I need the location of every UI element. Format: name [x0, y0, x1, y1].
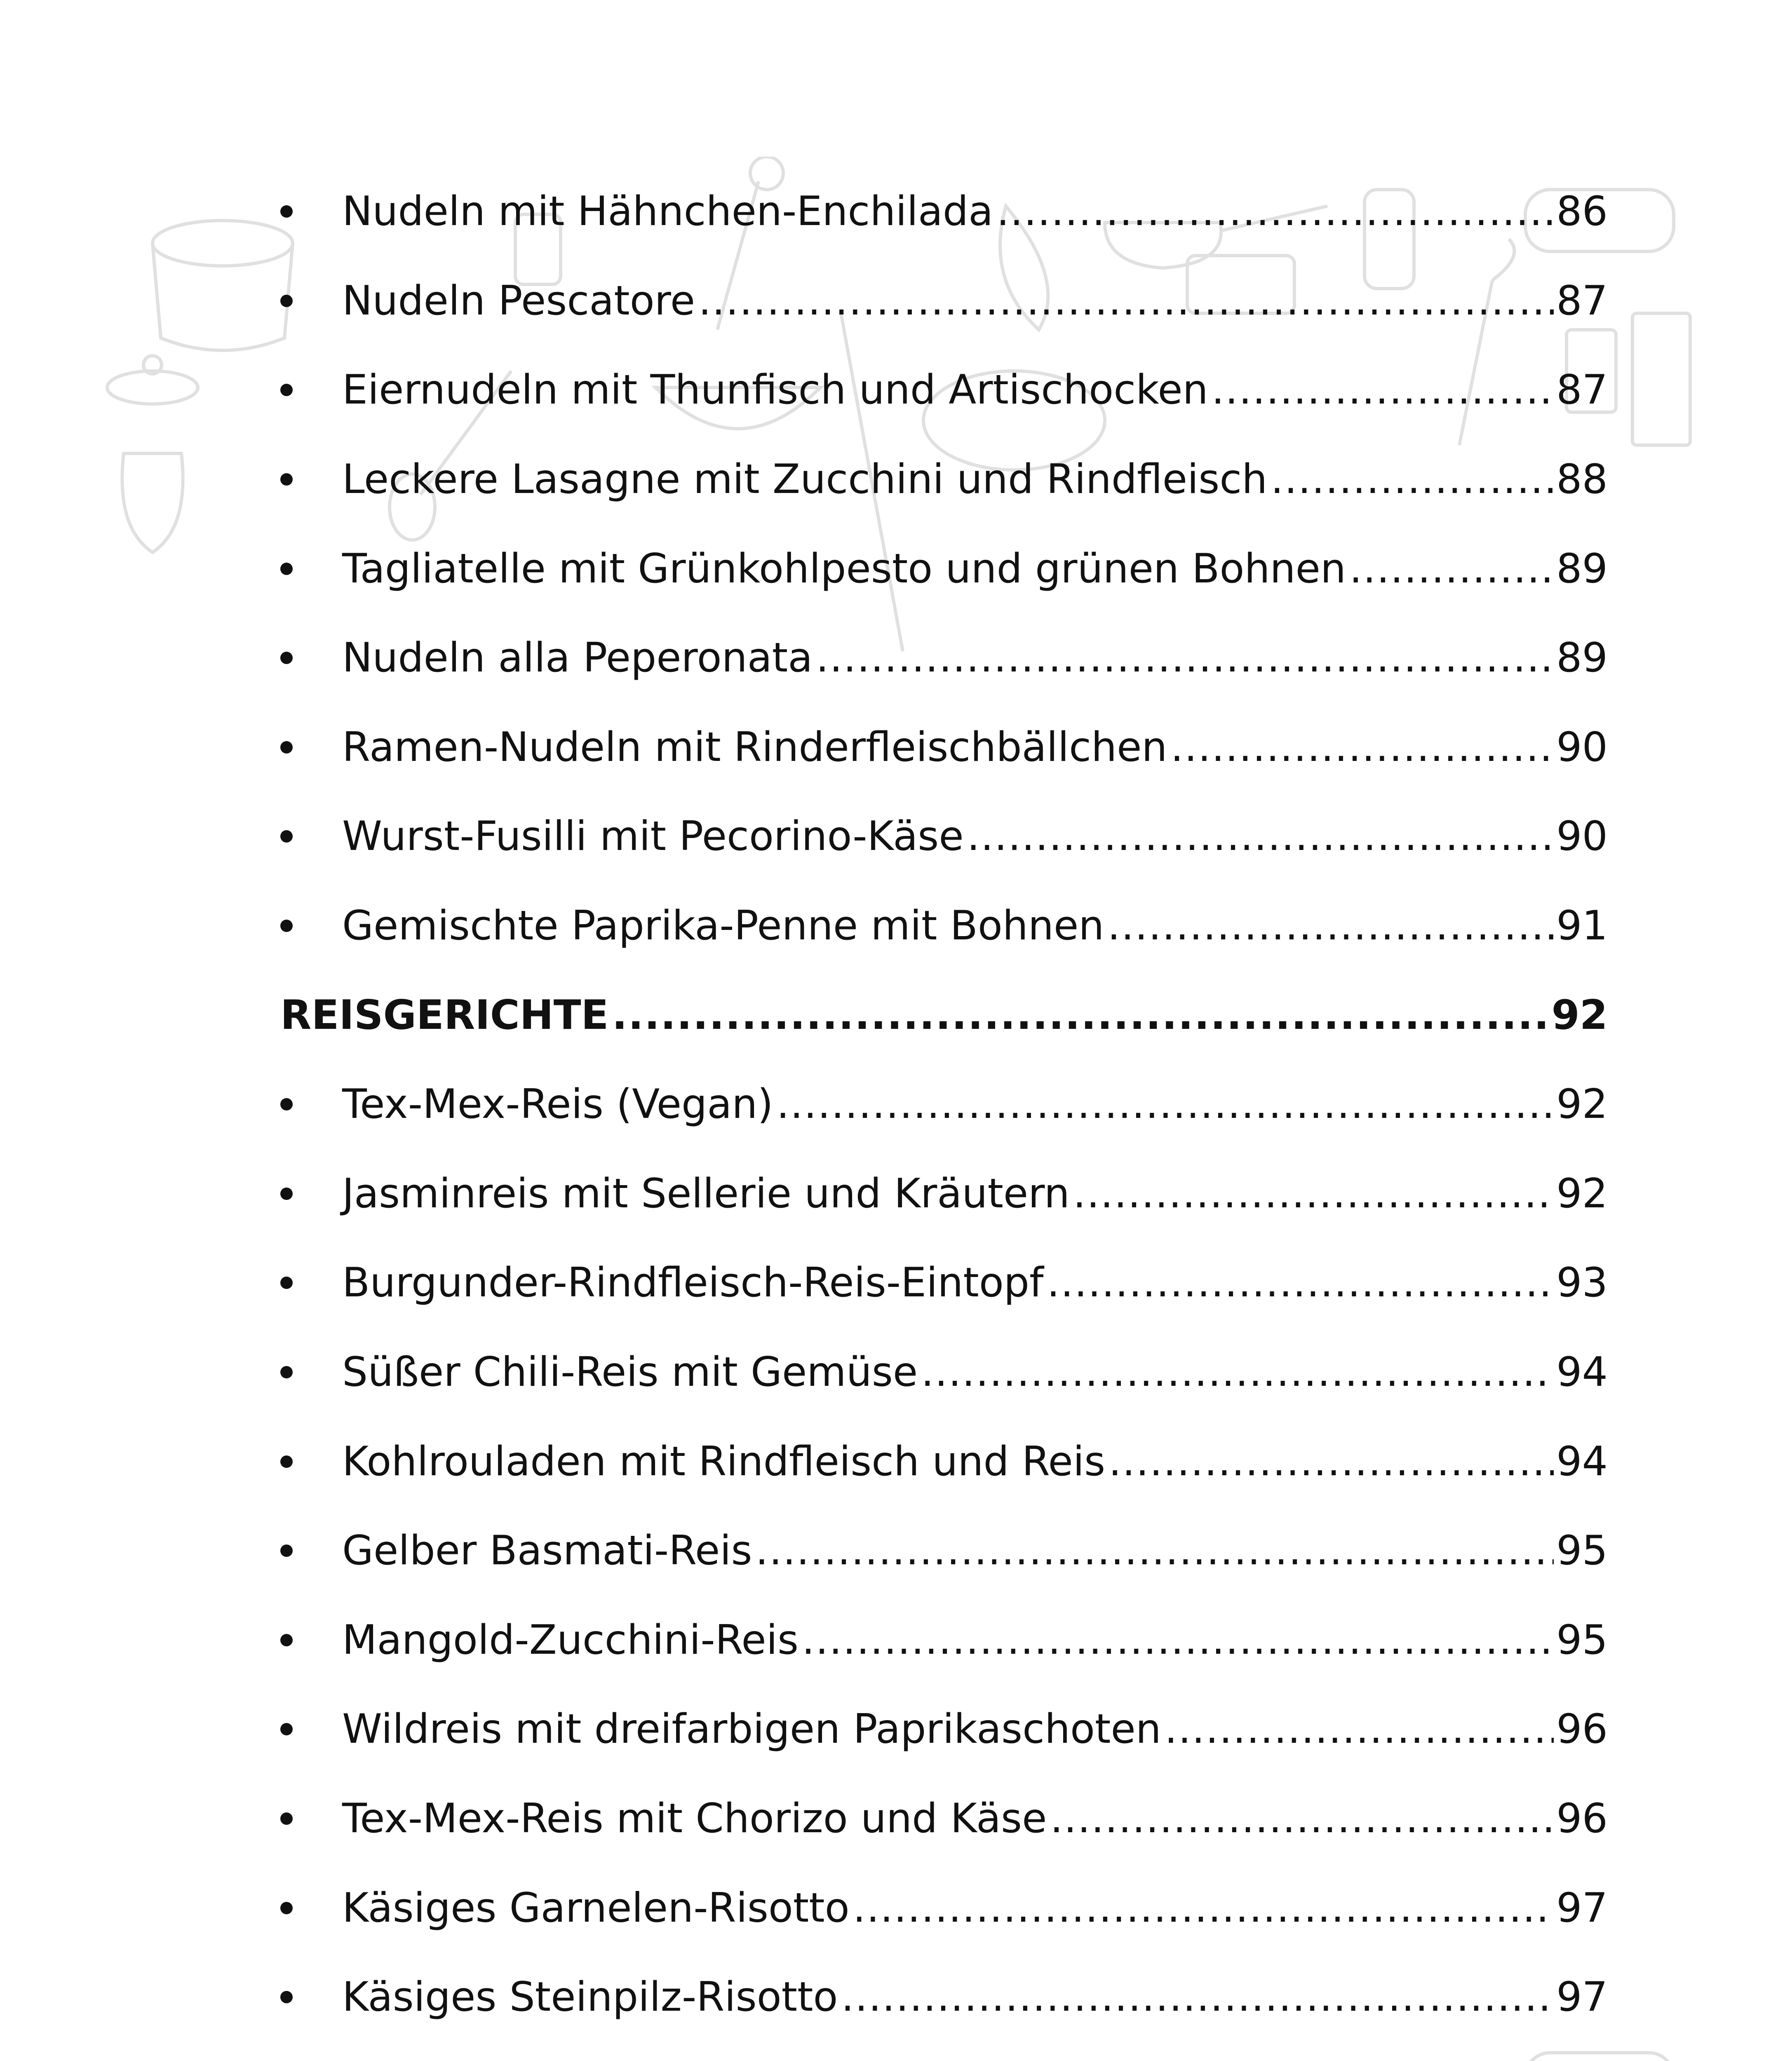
toc-entry[interactable]	[280, 1417, 1608, 1506]
toc-entry[interactable]	[280, 1774, 1608, 1864]
bullet-icon	[280, 1545, 293, 1557]
toc-entry-line	[342, 345, 1608, 435]
toc-page-number: 92	[1551, 991, 1608, 1039]
toc-entry-line	[280, 970, 1608, 1060]
toc-entry-title: Wildreis mit dreifarbigen Paprikaschoten	[342, 1706, 1161, 1753]
toc-page-number: 97	[1556, 1884, 1608, 1932]
bullet-icon	[280, 1634, 293, 1646]
toc-entry[interactable]	[280, 1149, 1608, 1239]
toc-page-number: 94	[1556, 1349, 1608, 1396]
toc-page-number: 90	[1556, 813, 1608, 860]
toc-page-number: 87	[1556, 366, 1608, 414]
toc-entry-line	[342, 524, 1608, 613]
dot-leader	[841, 1977, 1554, 2017]
toc-entry-line	[342, 435, 1608, 524]
toc-entry-title: Nudeln mit Hähnchen-Enchilada	[342, 188, 993, 235]
toc-entry[interactable]	[280, 256, 1608, 346]
bullet-icon	[280, 830, 293, 843]
toc-entry[interactable]	[280, 1328, 1608, 1417]
toc-entry-title: Leckere Lasagne mit Zucchini und Rindfleisch	[342, 456, 1268, 503]
toc-entry-title: Käsiges Steinpilz-Risotto	[342, 1974, 838, 2021]
bullet-icon	[280, 1188, 293, 1200]
dot-leader	[1050, 1798, 1554, 1839]
jar-icon	[122, 453, 183, 552]
toc-entry-line	[342, 792, 1608, 881]
toc-entry[interactable]	[280, 1238, 1608, 1328]
toc-entry[interactable]	[280, 613, 1608, 703]
toc-entry-line	[342, 2042, 1608, 2061]
toc-entry-title: Käsiges Garnelen-Risotto	[342, 1884, 850, 1932]
dot-leader	[967, 816, 1554, 857]
toc-page-number: 88	[1556, 456, 1608, 503]
toc-entry[interactable]	[280, 1060, 1608, 1149]
toc-entry-title: Mangold-Zucchini-Reis	[342, 1616, 799, 1664]
dot-leader	[612, 995, 1549, 1035]
toc-page-number: 91	[1556, 902, 1608, 950]
toc-page-number: 86	[1556, 188, 1608, 235]
toc-entry[interactable]	[280, 881, 1608, 971]
bullet-icon	[280, 384, 293, 396]
bullet-icon	[280, 1723, 293, 1735]
toc-entry-title: Nudeln alla Peperonata	[342, 634, 813, 682]
dot-leader	[1165, 1709, 1554, 1749]
dot-leader	[853, 1888, 1554, 1928]
toc-entry[interactable]	[280, 2042, 1608, 2061]
dot-leader	[996, 191, 1554, 232]
grater-icon	[1632, 313, 1690, 445]
toc-entry-line	[342, 1149, 1608, 1239]
toc-page-number: 95	[1556, 1527, 1608, 1575]
bullet-icon	[280, 1991, 293, 2003]
toc-entry-line	[342, 613, 1608, 703]
dot-leader	[802, 1620, 1554, 1660]
toc-entry-line	[342, 1685, 1608, 1774]
dot-leader	[921, 1352, 1554, 1392]
dot-leader	[1271, 459, 1554, 500]
table-of-contents	[280, 167, 1608, 2061]
toc-entry-title: Kohlrouladen mit Rindfleisch und Reis	[342, 1438, 1106, 1485]
toc-entry-title: Burgunder-Rindfleisch-Reis-Eintopf	[342, 1259, 1044, 1307]
toc-entry-title: Wurst-Fusilli mit Pecorino-Käse	[342, 813, 964, 860]
toc-entry-title: Gelber Basmati-Reis	[342, 1527, 752, 1575]
toc-entry-line	[342, 881, 1608, 971]
toc-entry[interactable]	[280, 524, 1608, 613]
toc-entry-title: Tagliatelle mit Grünkohlpesto und grünen Bohnen	[342, 545, 1346, 592]
toc-entry-title: Ramen-Nudeln mit Rinderfleischbällchen	[342, 723, 1167, 771]
bullet-icon	[280, 563, 293, 575]
toc-entry-line	[342, 256, 1608, 346]
toc-entry[interactable]	[280, 792, 1608, 881]
bullet-icon	[280, 920, 293, 932]
toc-entry-title: Eiernudeln mit Thunfisch und Artischocken	[342, 366, 1208, 414]
toc-entry-line	[342, 1238, 1608, 1328]
toc-entry-line	[342, 1060, 1608, 1149]
dot-leader	[1171, 727, 1554, 768]
dot-leader	[1073, 1174, 1554, 1214]
toc-page-number: 89	[1556, 545, 1608, 592]
bullet-icon	[280, 1455, 293, 1468]
dot-leader	[1212, 370, 1554, 410]
toc-entry-line	[342, 1596, 1608, 1685]
toc-entry-line	[342, 1417, 1608, 1506]
bullet-icon	[280, 741, 293, 754]
toc-entry[interactable]	[280, 703, 1608, 792]
toc-entry[interactable]	[280, 1685, 1608, 1774]
dot-leader	[1349, 549, 1554, 589]
dot-leader	[1107, 906, 1554, 946]
bullet-icon	[280, 1902, 293, 1914]
toc-section-heading[interactable]	[280, 970, 1608, 1060]
dot-leader	[756, 1530, 1554, 1571]
toc-page-number: 96	[1556, 1795, 1608, 1842]
bullet-icon	[280, 1812, 293, 1825]
toc-entry[interactable]	[280, 345, 1608, 435]
toc-entry-line	[342, 167, 1608, 256]
toc-entry-line	[342, 1863, 1608, 1953]
toc-page-number: 95	[1556, 1616, 1608, 1664]
toc-entry-line	[342, 703, 1608, 792]
toc-page-number: 89	[1556, 634, 1608, 682]
toc-entry-title: Tex-Mex-Reis mit Chorizo und Käse	[342, 1795, 1047, 1842]
dot-leader	[698, 281, 1554, 321]
toc-entry-line	[342, 1506, 1608, 1596]
toc-entry[interactable]	[280, 1596, 1608, 1685]
toc-page-number: 94	[1556, 1438, 1608, 1485]
toc-entry-line	[342, 1328, 1608, 1417]
dot-leader	[1047, 1263, 1554, 1303]
bullet-icon	[280, 1098, 293, 1110]
dot-leader	[777, 1084, 1554, 1124]
toc-entry-title: Jasminreis mit Sellerie und Kräutern	[342, 1170, 1070, 1217]
toc-entry-title: Gemischte Paprika-Penne mit Bohnen	[342, 902, 1104, 950]
toc-page-number: 90	[1556, 723, 1608, 771]
lid-icon	[107, 371, 198, 404]
toc-entry[interactable]	[280, 1506, 1608, 1596]
toc-entry[interactable]	[280, 1863, 1608, 1953]
toc-entry-line	[342, 1774, 1608, 1864]
toc-page-number: 93	[1556, 1259, 1608, 1307]
bullet-icon	[280, 473, 293, 486]
pot-icon	[153, 221, 293, 266]
bullet-icon	[280, 1277, 293, 1289]
toc-entry[interactable]	[280, 1953, 1608, 2042]
dot-leader	[1109, 1441, 1554, 1482]
toc-entry-line	[342, 1953, 1608, 2042]
bullet-icon	[280, 1366, 293, 1378]
toc-page-number: 87	[1556, 277, 1608, 324]
bullet-icon	[280, 295, 293, 307]
toc-entry-title: Süßer Chili-Reis mit Gemüse	[342, 1349, 918, 1396]
toc-entry-title: REISGERICHTE	[280, 991, 609, 1039]
toc-entry[interactable]	[280, 167, 1608, 256]
toc-entry[interactable]	[280, 435, 1608, 524]
toc-page-number: 92	[1556, 1081, 1608, 1128]
toc-page-number: 96	[1556, 1706, 1608, 1753]
toc-entry-title: Tex-Mex-Reis (Vegan)	[342, 1081, 773, 1128]
dot-leader	[816, 638, 1554, 678]
toc-page-number: 97	[1556, 1974, 1608, 2021]
toc-page-number: 92	[1556, 1170, 1608, 1217]
bullet-icon	[280, 205, 293, 218]
toc-entry-title: Nudeln Pescatore	[342, 277, 695, 324]
bullet-icon	[280, 652, 293, 664]
